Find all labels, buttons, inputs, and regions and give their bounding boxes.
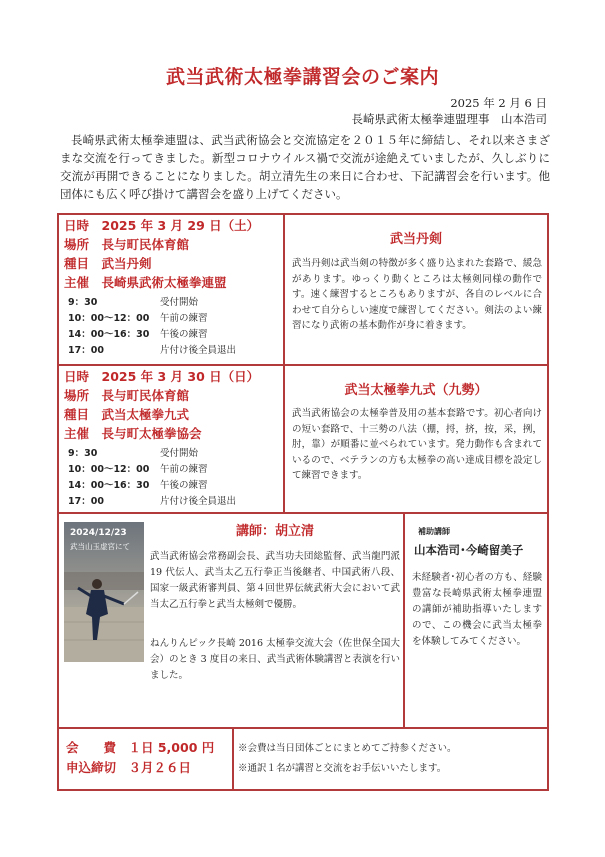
session1-date: 日時 2025 年 3 月 29 日（土） <box>64 218 260 233</box>
session1-host: 主催 長崎県武術太極拳連盟 <box>64 275 227 290</box>
schedule-row: 9：30 受付開始 <box>68 297 199 308</box>
page-title: 武当武術太極拳講習会のご案内 <box>165 66 439 88</box>
fee: 会 費 １日 5,000 円 <box>66 740 215 755</box>
assistant-text: 未経験者･初心者の方も、経験豊富な長崎県武術太極拳連盟の講師が補助指導いたしますので、この機会に武当太極拳を体験してみてください。 <box>412 572 542 647</box>
session2-place: 場所 長与町民体育館 <box>64 388 190 403</box>
session1-subject-title: 武当丹剣 <box>389 232 442 247</box>
divider <box>58 512 548 514</box>
instructor-photo <box>64 522 144 662</box>
schedule-row: 10：00～12：00 午前の練習 <box>68 464 208 475</box>
session2-subject-title: 武当太極拳九式（九勢） <box>344 383 488 398</box>
photo-caption-place: 武当山玉虚宮にて <box>70 542 130 551</box>
fee-note: ※会費は当日団体ごとにまとめてご持参ください。 <box>238 743 457 754</box>
divider <box>403 513 405 727</box>
session2-schedule <box>64 367 284 510</box>
session1-place: 場所 長与町民体育館 <box>64 237 190 252</box>
assistant-names: 山本浩司･今崎留美子 <box>414 543 524 557</box>
schedule-row: 17：00 片付け後全員退出 <box>68 496 237 507</box>
session1-type: 種目 武当丹剣 <box>64 256 152 271</box>
deadline: 申込締切 ３月２６日 <box>66 760 192 775</box>
session2-subject-text: 武当武術協会の太極拳普及用の基本套路です。初心者向けの短い套路で、十三勢の八法（掤，捋，挤，按，采，挒，肘，靠）が順番に並べられています。発力動作も含まれているので、ベテランの方も太極拳の高い達成目標を設定して練習できます。 <box>292 408 542 481</box>
session2-type: 種目 武当太極拳九式 <box>64 407 190 422</box>
session1-schedule <box>64 216 284 359</box>
interpreter-note: ※通訳１名が講習と交流をお手伝いいたします。 <box>238 763 447 774</box>
instructor-bio: 武当武術協会常務副会長、武当功夫団総監督、武当龍門派 19 代伝人、武当太乙五行拳正当後継者、中国武術八段、国家一級武術審判員、第４回世界伝統武術大会において武当太乙五行拳と武当太極剣で優勝。 <box>150 551 400 610</box>
session2-date: 日時 2025 年 3 月 30 日（日） <box>64 369 260 384</box>
photo-caption-date: 2024/12/23 <box>70 528 127 538</box>
schedule-row: 9：30 受付開始 <box>68 448 199 459</box>
instructor-visit: ねんりんピック長崎 2016 太極拳交流大会（佐世保全国大会）のとき 3 度目の来日、武当武術体験講習と表演を行いました。 <box>150 638 400 681</box>
assistant-label: 補助講師 <box>418 527 450 536</box>
schedule-row: 17：00 片付け後全員退出 <box>68 345 237 356</box>
divider <box>58 364 548 366</box>
schedule-row: 14：00～16：30 午後の練習 <box>68 329 208 340</box>
divider <box>232 728 234 790</box>
session1-subject-text: 武当丹剣は武当剣の特徴が多く盛り込まれた套路で、緩急があります。ゆっくり動くところは太極剣同様の動作です。速く練習するところもありますが、各自のレベルに合わせて自分らしい速度で練習してください。剣法のよい練習になり武術の基本動作が身に着きます。 <box>292 258 542 331</box>
schedule-row: 14：00～16：30 午後の練習 <box>68 480 208 491</box>
schedule-row: 10：00～12：00 午前の練習 <box>68 313 208 324</box>
session2-host: 主催 長与町太極拳協会 <box>64 426 202 441</box>
instructor-title: 講師：胡立清 <box>235 524 314 539</box>
issue-date: 2025 年 2 月 6 日 <box>450 96 547 110</box>
author: 長崎県武術太極拳連盟理事 山本浩司 <box>351 112 547 126</box>
intro-paragraph: 長崎県武術太極拳連盟は、武当武術協会と交流協定を２０１５年に締結し、それ以来さまざまな交流を行ってきました。新型コロナウイルス禍で交流が途絶えていましたが、久しぶりに交流が再開できることになりました。胡立清先生の来日に合わせ、下記講習会を行います。他団体にも広く呼び掛けて講習会を盛り上げてください。 <box>60 133 550 201</box>
divider <box>58 727 548 729</box>
